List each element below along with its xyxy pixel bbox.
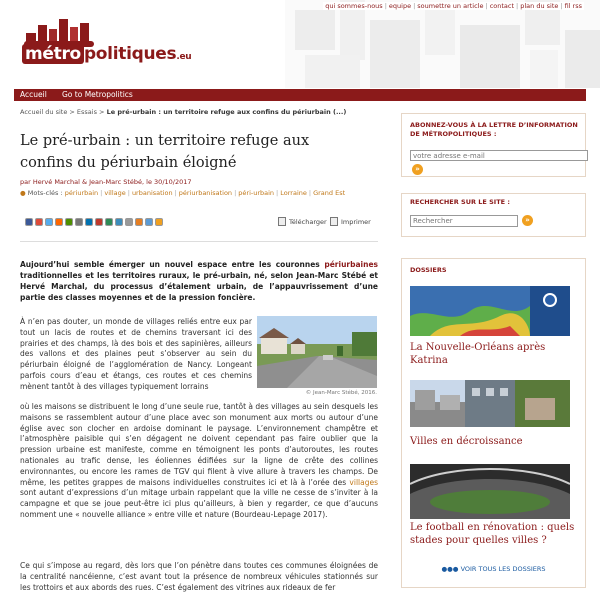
download-icon: [278, 217, 286, 226]
main-nav: [14, 89, 586, 101]
nav-metropolitics[interactable]: Go to Metropolitics: [62, 90, 133, 99]
share-icon[interactable]: [55, 218, 63, 226]
logo-suffix: .eu: [176, 52, 192, 62]
article-header: [20, 108, 378, 197]
logo-part2: politiques: [83, 44, 177, 64]
see-all-label: VOIR TOUS LES DOSSIERS: [460, 565, 546, 573]
newsletter-title: ABONNEZ-VOUS À LA LETTRE D’INFORMATION DE MÉTROPOLITIQUES :: [410, 121, 578, 138]
dossier-image[interactable]: [410, 380, 570, 427]
share-icon[interactable]: [75, 218, 83, 226]
search-submit-button[interactable]: »: [522, 215, 533, 226]
article-paragraph: Ce qui s’impose au regard, dès lors que l’on pénètre dans toutes ces communes éloignées de la centralité nancéienne, c’est avant tout la présence de nombreux véhicules stationnés sur les trottoirs et aux abords des rues. C’est également des vitrines aux rideaux de fer: [20, 561, 378, 592]
print-label: Imprimer: [341, 217, 371, 226]
newsletter-submit-button[interactable]: »: [412, 164, 423, 175]
tag-link[interactable]: Grand Est: [313, 189, 346, 197]
share-icon[interactable]: [115, 218, 123, 226]
newsletter-email-input[interactable]: [410, 150, 588, 161]
dossiers-title: DOSSIERS: [410, 266, 447, 274]
share-icons: [25, 218, 163, 226]
share-icon[interactable]: [105, 218, 113, 226]
tag-icon: ●: [20, 189, 26, 197]
paragraph-text: où les maisons se distribuent le long d’une seule rue, tantôt à des villages au sein desquels les maisons se rassemblent autour d’une place avec son monument aux morts ou autour d’une église avec son clocher en ardoise dominant le paysage. L’environnement champêtre et l’atmosphère paisible qui s’en dégagent ne doivent cependant pas faire oublier que la pression urbaine est manifeste, comme en témoignent les ponts d’autoroutes, les routes nationales au trafic dense, les éoliennes édifiées sur la ligne de crête des collines environnantes, ou encore les rames de TGV qui filent à vive allure à travers les champs. De même, les petites grappes de maisons individuelles construites ici et là à l’orée des: [20, 402, 378, 487]
search-box: [401, 193, 586, 237]
lead-text: traditionnelles et les territoires ruraux, le pré-urbain, né, selon Jean-Marc Stébé et Hervé Marchal, du processus d’étalement urbain, de l’appauvrissement d’une partie des classes moyennes et de la pression foncière.: [20, 271, 378, 302]
tags-line: ● Mots-clés : périurbain | village | urbanisation | périurbanisation | péri-urbain | Lorraine | Grand Est: [20, 189, 346, 197]
tag-link[interactable]: Lorraine: [280, 189, 307, 197]
top-link-submit[interactable]: soumettre un article: [417, 2, 484, 10]
share-icon[interactable]: [85, 218, 93, 226]
inline-link[interactable]: villages: [349, 477, 378, 487]
print-icon: [330, 217, 338, 226]
article-photo: [257, 316, 377, 388]
top-links: qui sommes-nous | equipe | soumettre un article | contact | plan du site | fil rss: [325, 2, 582, 10]
share-icon[interactable]: [95, 218, 103, 226]
share-icon[interactable]: [35, 218, 43, 226]
breadcrumb-section[interactable]: Essais: [76, 108, 97, 116]
dossier-link[interactable]: Le football en rénovation : quels stades pour quelles villes ?: [410, 522, 575, 546]
page-title: Le pré-urbain : un territoire refuge aux confins du périurbain éloigné: [20, 133, 310, 171]
logo-text[interactable]: [22, 44, 191, 64]
article-paragraph: [20, 402, 378, 521]
tags-label: Mots-clés :: [27, 189, 63, 197]
article-toolbar: [20, 215, 378, 231]
top-link-sitemap[interactable]: plan du site: [520, 2, 559, 10]
divider: [20, 241, 378, 242]
nav-home[interactable]: Accueil: [20, 90, 47, 99]
top-link-about[interactable]: qui sommes-nous: [325, 2, 383, 10]
site-header: [0, 0, 600, 88]
byline: par Hervé Marchal & Jean-Marc Stébé, le 30/10/2017: [20, 178, 192, 186]
lead-text: Aujourd’hui semble émerger un nouvel espace entre les couronnes: [20, 260, 325, 269]
article-lead: [20, 259, 378, 303]
share-icon[interactable]: [155, 218, 163, 226]
paragraph-text: sont autant d’expressions d’un mitage urbain rappelant que la ville ne cesse de s’inviter à la campagne et que se joue peut-être ici plus qu’ailleurs, à bien y regarder, ce que d’aucuns nomment une « nouvelle alliance » entre ville et nature (Bourdeau-Lepage 2017).: [20, 488, 378, 519]
article-paragraph: À n’en pas douter, un monde de villages reliés entre eux par tout un lacis de routes et de chemins traversant ici des prairies et des champs, là des bois et des sapinières, ailleurs des vallons et des plaines peut s’observer au sein du périurbain éloigné de l’agglomération de Nancy. Longeant parfois cours d’eau et étangs, ces routes et ces chemins mènent tantôt à des villages typiquement lorrains: [20, 317, 252, 391]
print-button[interactable]: [330, 217, 371, 226]
tag-link[interactable]: urbanisation: [131, 189, 173, 197]
dossier-link[interactable]: Villes en décroissance: [410, 436, 523, 447]
dossier-image[interactable]: [410, 464, 570, 519]
share-icon[interactable]: [25, 218, 33, 226]
share-icon[interactable]: [125, 218, 133, 226]
dossier-image[interactable]: [410, 286, 570, 336]
share-icon[interactable]: [45, 218, 53, 226]
top-link-rss[interactable]: fil rss: [564, 2, 582, 10]
search-input[interactable]: [410, 215, 518, 227]
newsletter-box: [401, 113, 586, 177]
search-title: RECHERCHER SUR LE SITE :: [410, 198, 510, 206]
breadcrumb-current: Le pré-urbain : un territoire refuge aux confins du périurbain (...): [106, 108, 347, 116]
dossiers-box: [401, 258, 586, 588]
tag-link[interactable]: péri-urbain: [238, 189, 275, 197]
dossier-link[interactable]: La Nouvelle-Orléans après Katrina: [410, 342, 546, 366]
breadcrumb: Accueil du site > Essais > Le pré-urbain : un territoire refuge aux confins du périurbain (...): [20, 108, 347, 116]
lead-link[interactable]: périurbaines: [324, 260, 378, 269]
tag-link[interactable]: périurbanisation: [178, 189, 233, 197]
see-all-dossiers-link[interactable]: [402, 565, 585, 573]
tag-link[interactable]: périurbain: [64, 189, 99, 197]
tag-link[interactable]: village: [104, 189, 126, 197]
header-decoration: [285, 0, 600, 88]
share-icon[interactable]: [135, 218, 143, 226]
share-icon[interactable]: [65, 218, 73, 226]
top-link-contact[interactable]: contact: [489, 2, 515, 10]
logo-part1: métro: [22, 44, 84, 64]
download-button[interactable]: [278, 217, 327, 226]
share-icon[interactable]: [145, 218, 153, 226]
top-link-team[interactable]: equipe: [388, 2, 412, 10]
breadcrumb-home[interactable]: Accueil du site: [20, 108, 68, 116]
dots-icon: ●●●: [441, 565, 459, 573]
photo-caption: © Jean-Marc Stébé, 2016.: [305, 390, 377, 396]
download-label: Télécharger: [289, 217, 327, 226]
